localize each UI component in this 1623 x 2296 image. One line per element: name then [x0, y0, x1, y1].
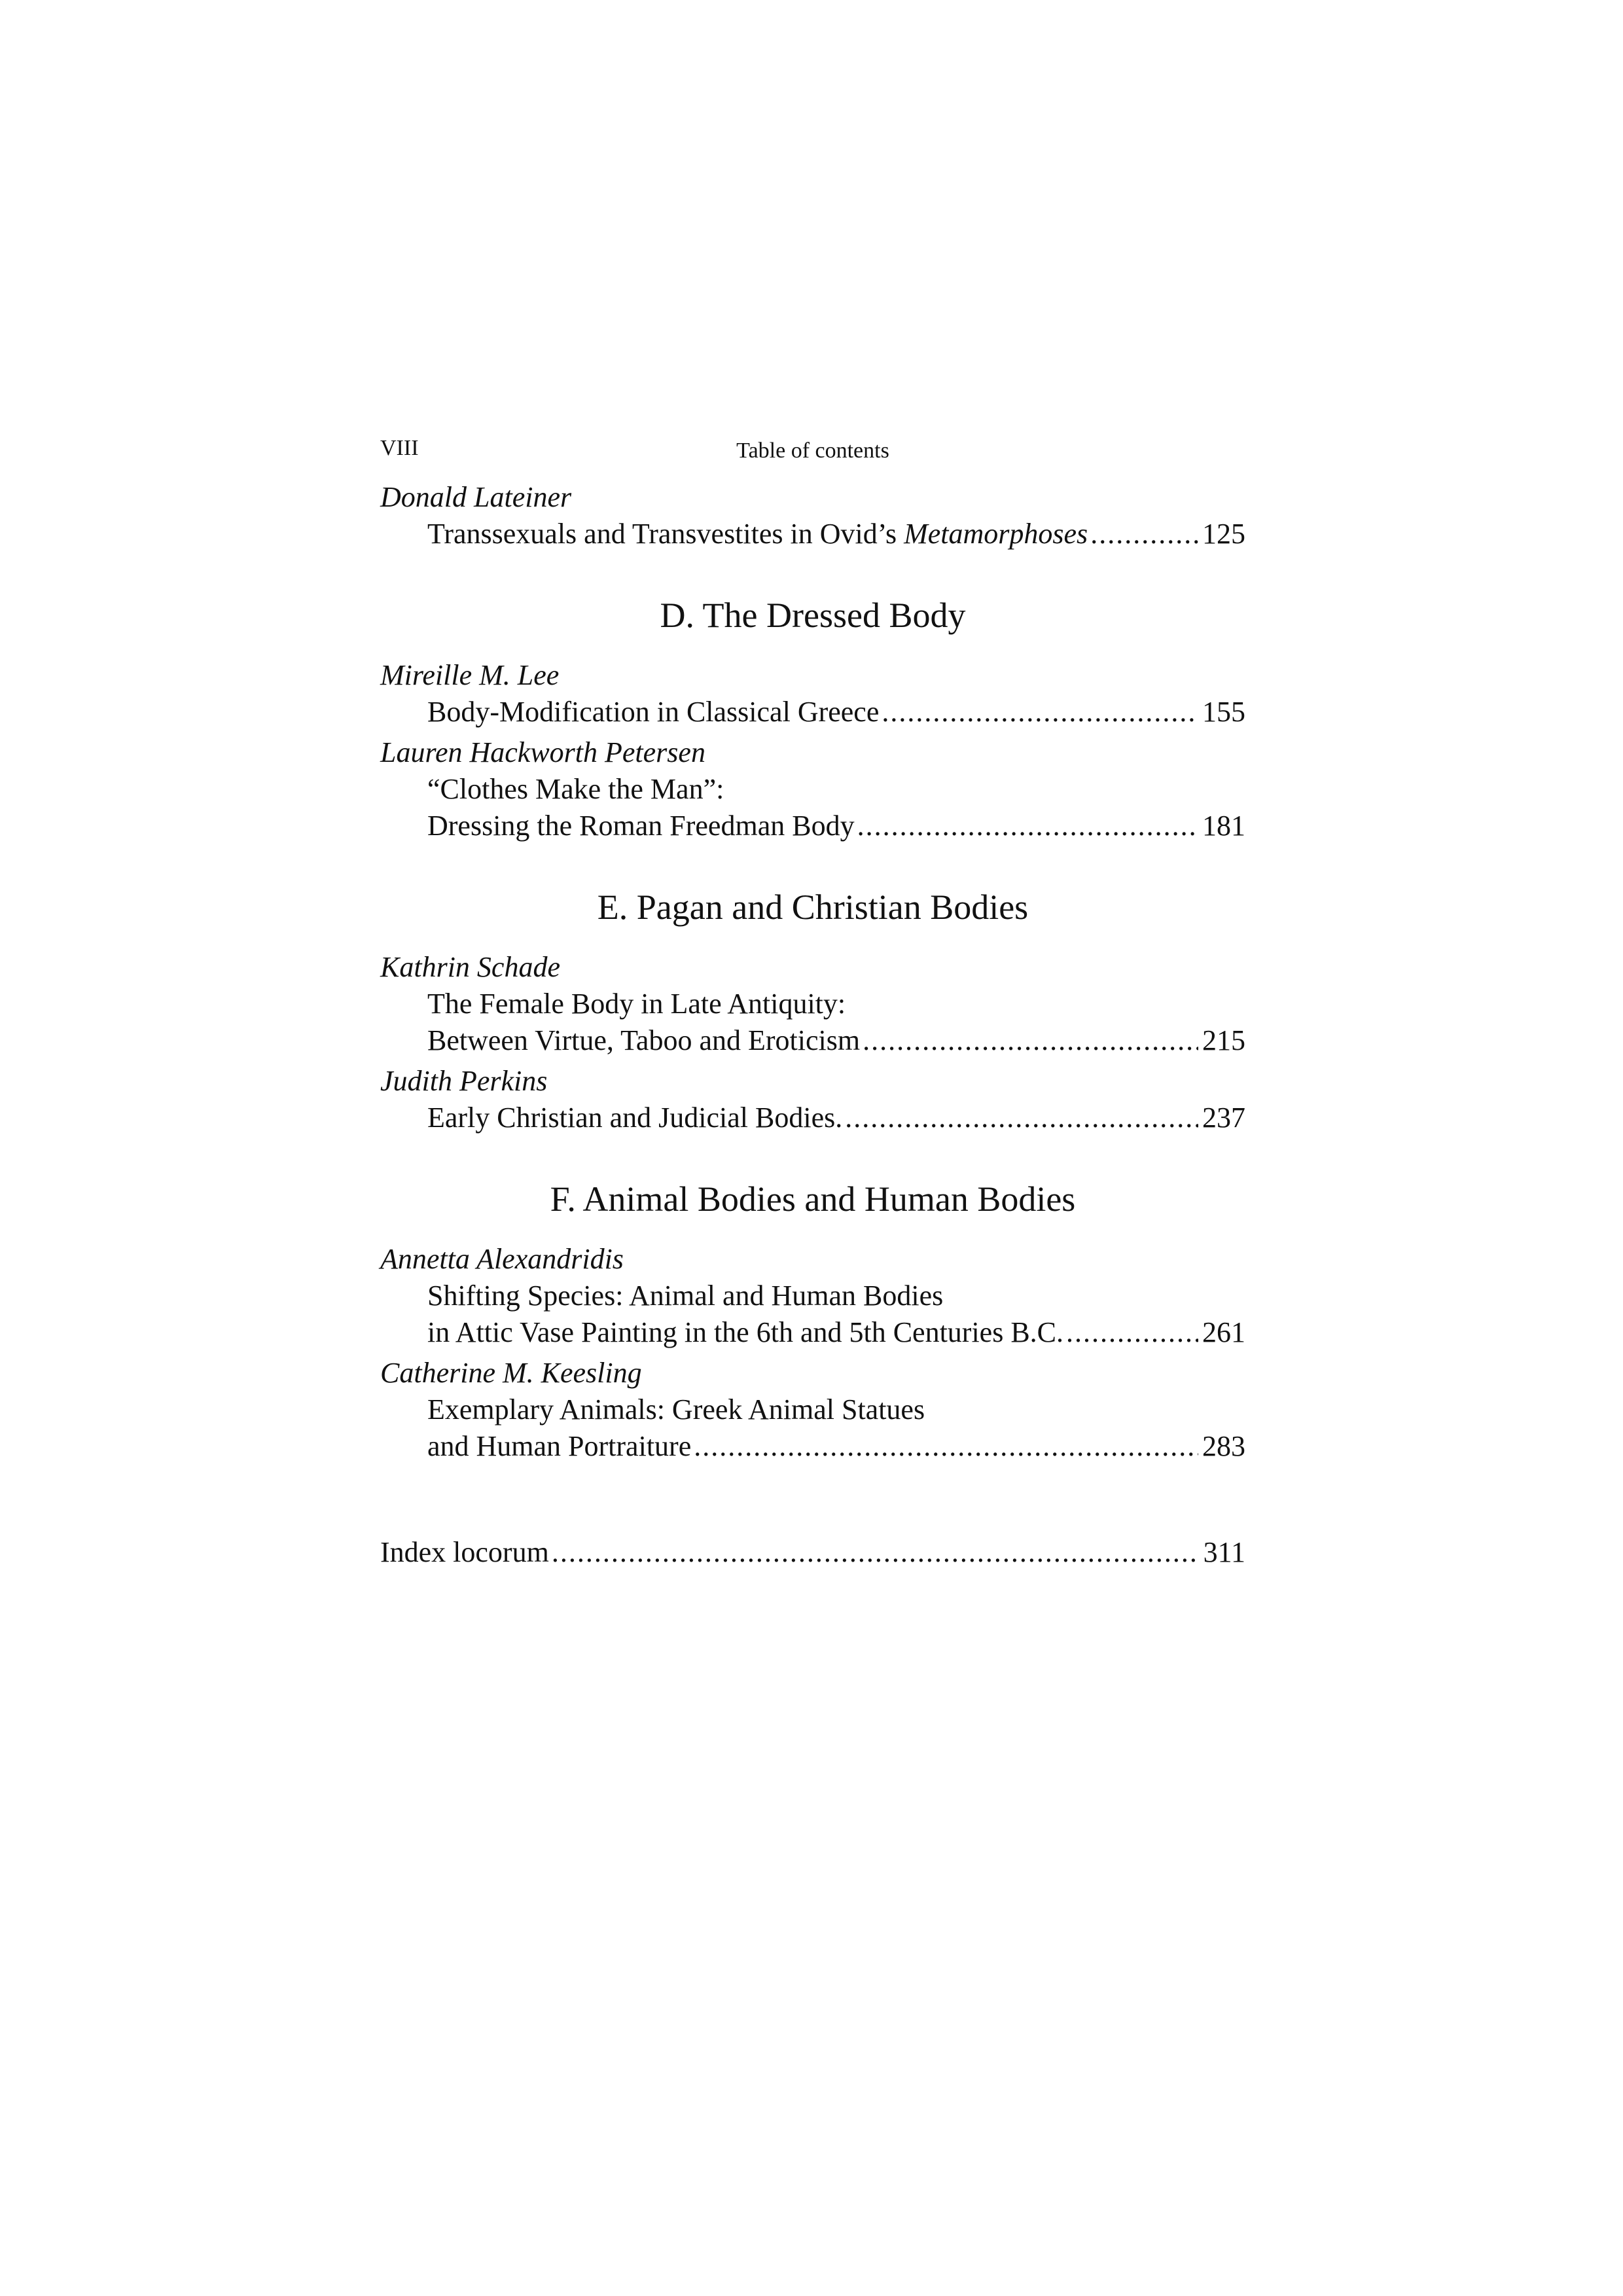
section-heading: F. Animal Bodies and Human Bodies [550, 1179, 1076, 1219]
entry-title-line [380, 1428, 1245, 1465]
running-head-title: Table of contents [736, 439, 889, 463]
entry-author: Kathrin Schade [380, 951, 560, 983]
entry-title: and Human Portraiture [427, 1430, 692, 1462]
toc-entry [380, 1355, 1245, 1465]
toc-page [380, 432, 1245, 1571]
entry-page-number: 237 [1202, 1102, 1245, 1134]
entry-title: Body-Modification in Classical Greece [427, 696, 880, 728]
entry-title: in Attic Vase Painting in the 6th and 5th Centuries B.C. [427, 1316, 1064, 1348]
entry-title-line [380, 516, 1245, 552]
entry-author: Judith Perkins [380, 1065, 548, 1097]
index-locorum-entry [380, 1534, 1245, 1571]
entry-title-line [380, 1100, 1245, 1136]
entry-title-line: “Clothes Make the Man”: [427, 773, 724, 805]
dot-leader [694, 1428, 1198, 1465]
dot-leader [857, 808, 1198, 844]
dot-leader [863, 1022, 1198, 1059]
index-label: Index locorum [380, 1536, 549, 1568]
entry-title-line [380, 1022, 1245, 1059]
toc-entry [380, 949, 1245, 1059]
entry-page-number: 215 [1202, 1024, 1245, 1056]
section-heading: E. Pagan and Christian Bodies [597, 888, 1029, 927]
index-page-number: 311 [1203, 1536, 1245, 1568]
entry-title [427, 516, 1088, 552]
entry-page-number: 181 [1202, 810, 1245, 842]
dot-leader [552, 1534, 1200, 1571]
entry-author: Catherine M. Keesling [380, 1357, 642, 1389]
entry-page-number: 283 [1202, 1430, 1245, 1462]
entry-page-number: 261 [1202, 1316, 1245, 1348]
entry-title-line: Shifting Species: Animal and Human Bodies [427, 1280, 944, 1312]
entry-title-line [380, 1314, 1245, 1351]
running-head [380, 432, 1245, 479]
toc-entry [380, 734, 1245, 844]
toc-entry [380, 657, 1245, 730]
entry-title-text: Transsexuals and Transvestites in Ovid’s [427, 518, 904, 550]
dot-leader [882, 694, 1198, 730]
dot-leader [845, 1100, 1198, 1136]
entry-author: Lauren Hackworth Petersen [380, 736, 705, 768]
entry-title-line: The Female Body in Late Antiquity: [427, 988, 846, 1020]
toc-entry [380, 1063, 1245, 1136]
entry-title-line [380, 694, 1245, 730]
toc-entry [380, 1241, 1245, 1351]
dot-leader [1066, 1314, 1198, 1351]
entry-title-line: Exemplary Animals: Greek Animal Statues [427, 1393, 925, 1426]
entry-title: Between Virtue, Taboo and Eroticism [427, 1024, 861, 1056]
entry-author: Mireille M. Lee [380, 659, 560, 691]
entry-page-number: 155 [1202, 696, 1245, 728]
entry-author: Annetta Alexandridis [380, 1243, 624, 1275]
toc-entry-lateiner [380, 479, 1245, 552]
entry-title: Early Christian and Judicial Bodies. [427, 1102, 843, 1134]
section-heading: D. The Dressed Body [660, 596, 966, 635]
entry-title: Dressing the Roman Freedman Body [427, 810, 855, 842]
page-number: VIII [380, 436, 419, 460]
entry-author: Donald Lateiner [380, 481, 572, 513]
entry-title-line [380, 808, 1245, 844]
toc-sections [380, 594, 1245, 1465]
entry-title-italic: Metamorphoses [904, 518, 1088, 550]
entry-page-number: 125 [1202, 518, 1245, 550]
dot-leader [1090, 516, 1198, 552]
